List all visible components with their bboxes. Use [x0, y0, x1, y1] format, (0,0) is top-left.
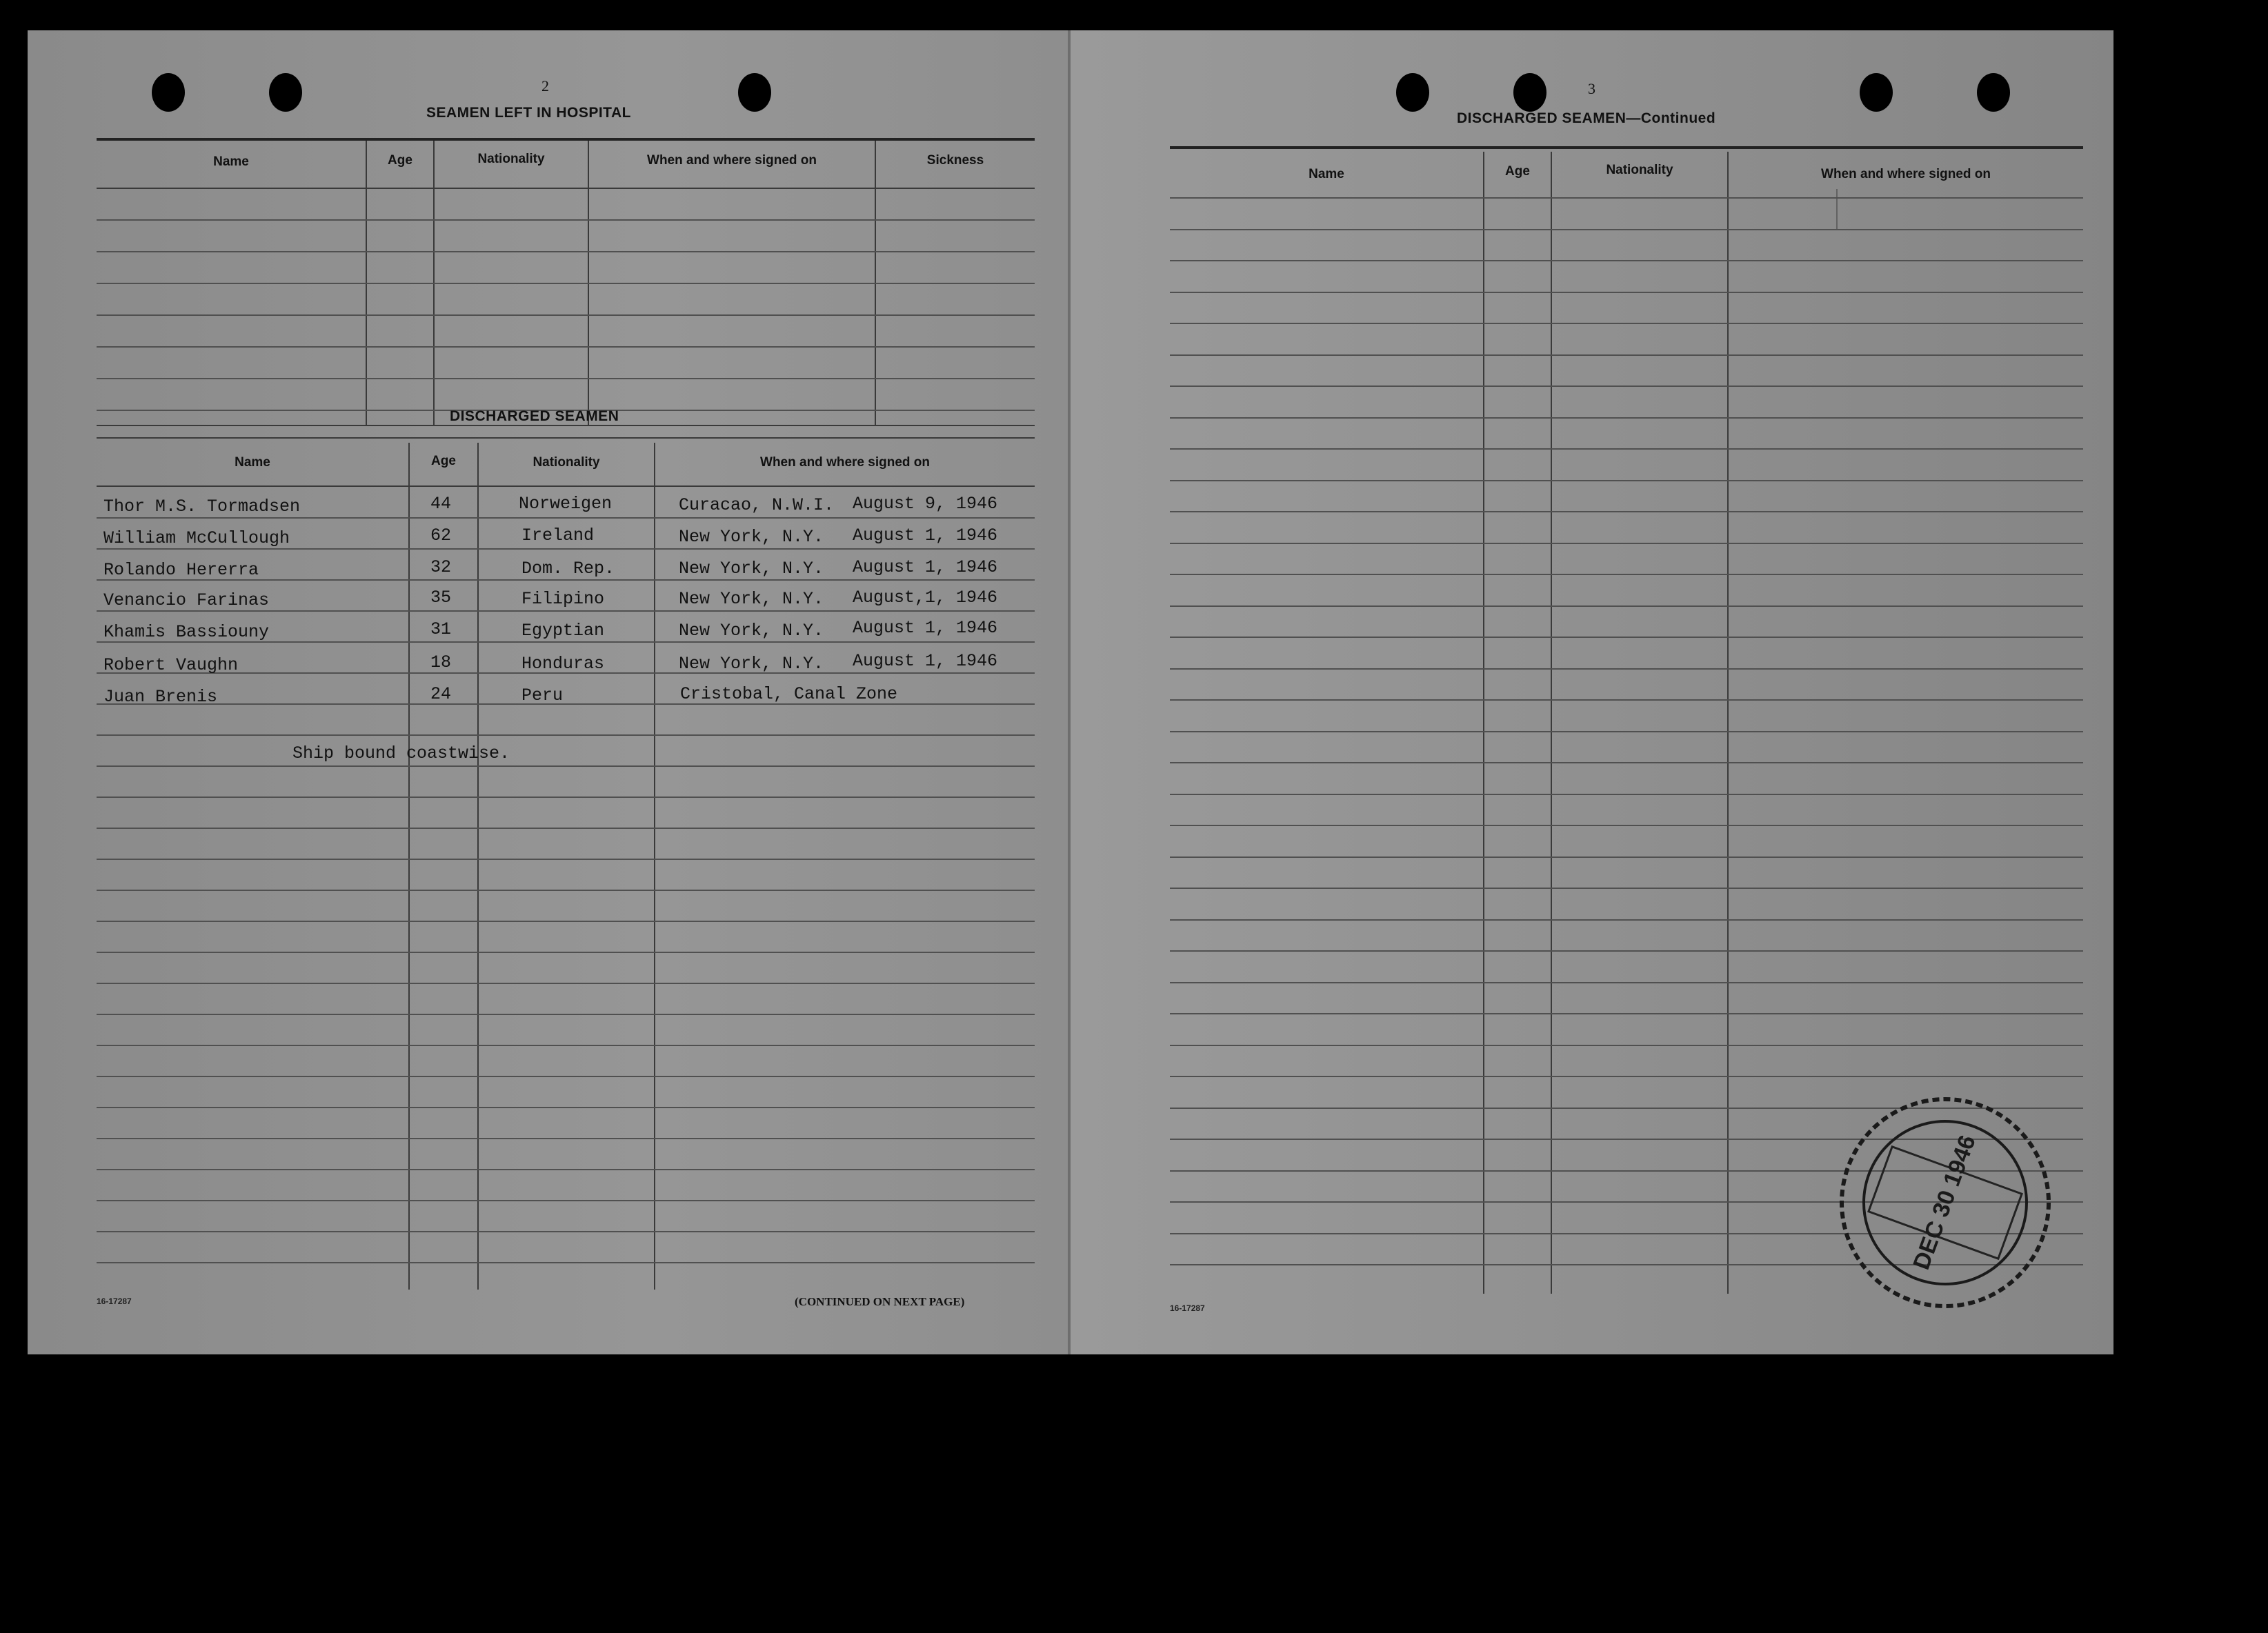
- col-header-name: Name: [235, 455, 270, 470]
- hospital-section-title: SEAMEN LEFT IN HOSPITAL: [426, 105, 631, 121]
- punch-hole: [152, 73, 185, 112]
- seaman-age: 32: [430, 557, 452, 577]
- seaman-name: Rolando Hererra: [103, 560, 259, 580]
- row-rule: [1170, 292, 2083, 293]
- signed-on-place: New York, N.Y.: [679, 559, 824, 579]
- col-header-name: Name: [213, 154, 249, 169]
- continued-note: (CONTINUED ON NEXT PAGE): [795, 1295, 965, 1308]
- signed-on-date: August 9, 1946: [853, 494, 998, 514]
- table-rule: [97, 485, 1035, 487]
- form-number: 16-17287: [1170, 1303, 1205, 1313]
- signed-on-date: August 1, 1946: [853, 557, 998, 577]
- row-rule: [1170, 197, 2083, 199]
- seaman-nationality: Dom. Rep.: [521, 559, 615, 579]
- seaman-nationality: Egyptian: [521, 621, 605, 641]
- seaman-age: 62: [430, 525, 452, 545]
- row-rule: [97, 765, 1035, 767]
- row-rule: [97, 1262, 1035, 1263]
- row-rule: [97, 734, 1035, 736]
- row-rule: [1170, 417, 2083, 419]
- signed-on-date: August,1, 1946: [853, 588, 998, 608]
- table-rule: [97, 188, 1035, 189]
- row-rule: [97, 1076, 1035, 1077]
- column-divider: [408, 443, 410, 1290]
- seaman-name: Juan Brenis: [103, 687, 218, 707]
- row-rule: [97, 1200, 1035, 1201]
- signed-on-place: Cristobal, Canal Zone: [680, 684, 898, 704]
- row-rule: [1170, 354, 2083, 356]
- row-rule: [1170, 385, 2083, 387]
- stamp-date: DEC 30 1946: [1908, 1132, 1981, 1274]
- row-rule: [1170, 950, 2083, 952]
- punch-hole: [1396, 73, 1429, 112]
- row-rule: [97, 797, 1035, 798]
- punch-hole: [1513, 73, 1546, 112]
- seaman-nationality: Norweigen: [519, 494, 613, 514]
- col-header-sickness: Sickness: [926, 153, 984, 168]
- row-rule: [1170, 511, 2083, 512]
- seaman-name: Thor M.S. Tormadsen: [103, 497, 301, 517]
- col-header-nationality: Nationality: [533, 455, 600, 470]
- row-rule: [1170, 731, 2083, 732]
- row-rule: [97, 890, 1035, 891]
- page-number: 2: [541, 77, 549, 94]
- punch-hole: [269, 73, 302, 112]
- seaman-nationality: Ireland: [521, 525, 595, 545]
- seaman-nationality: Peru: [521, 685, 564, 705]
- row-rule: [1170, 1013, 2083, 1014]
- row-rule: [97, 1231, 1035, 1232]
- row-rule: [97, 1045, 1035, 1046]
- punch-hole: [1977, 73, 2010, 112]
- row-rule: [1170, 1076, 2083, 1077]
- column-divider: [477, 443, 479, 1290]
- seaman-name: Robert Vaughn: [103, 655, 239, 675]
- signed-on-date: August 1, 1946: [853, 525, 998, 545]
- col-header-when-where: When and where signed on: [647, 153, 817, 168]
- seaman-name: William McCullough: [103, 528, 290, 548]
- signed-on-place: New York, N.Y.: [679, 621, 824, 641]
- col-header-nationality: Nationality: [1606, 163, 1673, 177]
- signed-on-date: August 1, 1946: [853, 618, 998, 638]
- page-number: 3: [1588, 80, 1595, 97]
- table-rule: [97, 346, 1035, 348]
- row-rule: [1170, 574, 2083, 575]
- row-rule: [1170, 919, 2083, 921]
- row-rule: [97, 921, 1035, 922]
- row-rule: [1170, 888, 2083, 889]
- table-top-rule: [97, 437, 1035, 439]
- row-rule: [1170, 699, 2083, 701]
- row-rule: [97, 1169, 1035, 1170]
- row-rule: [1170, 229, 2083, 230]
- row-rule: [1170, 825, 2083, 826]
- row-rule: [97, 1138, 1035, 1139]
- column-divider: [1836, 189, 1838, 230]
- punch-hole: [738, 73, 771, 112]
- row-rule: [97, 610, 1035, 612]
- col-header-when-where: When and where signed on: [760, 455, 930, 470]
- row-rule: [1170, 260, 2083, 261]
- column-divider: [654, 443, 655, 1290]
- col-header-name: Name: [1309, 167, 1344, 181]
- punch-hole: [1860, 73, 1893, 112]
- row-rule: [1170, 605, 2083, 607]
- row-rule: [97, 952, 1035, 953]
- row-rule: [1170, 448, 2083, 450]
- row-rule: [97, 828, 1035, 829]
- table-top-rule: [1170, 146, 2083, 149]
- seaman-name: Venancio Farinas: [103, 590, 270, 610]
- signed-on-place: New York, N.Y.: [679, 527, 824, 547]
- signed-on-date: August 1, 1946: [853, 651, 998, 671]
- row-rule: [1170, 323, 2083, 324]
- row-rule: [1170, 480, 2083, 481]
- left-page: [28, 30, 1069, 1354]
- discharged-section-title: DISCHARGED SEAMEN: [450, 408, 619, 424]
- row-rule: [97, 548, 1035, 550]
- table-bottom-rule: [97, 425, 1035, 426]
- col-header-nationality: Nationality: [477, 152, 545, 166]
- col-header-age: Age: [431, 454, 456, 468]
- col-header-age: Age: [388, 153, 412, 168]
- signed-on-place: Curacao, N.W.I.: [679, 495, 835, 515]
- row-rule: [97, 1014, 1035, 1015]
- col-header-when-where: When and where signed on: [1821, 167, 1991, 181]
- row-rule: [1170, 1045, 2083, 1046]
- continued-section-title: DISCHARGED SEAMEN—Continued: [1457, 110, 1716, 126]
- table-rule: [97, 219, 1035, 221]
- row-rule: [97, 983, 1035, 984]
- row-rule: [97, 859, 1035, 860]
- row-rule: [1170, 856, 2083, 858]
- row-rule: [1170, 762, 2083, 763]
- seaman-age: 44: [430, 494, 452, 514]
- row-rule: [1170, 794, 2083, 795]
- table-rule: [97, 378, 1035, 379]
- col-header-age: Age: [1505, 164, 1530, 179]
- seaman-name: Khamis Bassiouny: [103, 622, 270, 642]
- remark-note: Ship bound coastwise.: [292, 743, 510, 763]
- row-rule: [97, 1107, 1035, 1108]
- row-rule: [1170, 982, 2083, 983]
- seaman-age: 35: [430, 588, 452, 608]
- row-rule: [1170, 543, 2083, 544]
- seaman-age: 31: [430, 619, 452, 639]
- signed-on-place: New York, N.Y.: [679, 589, 824, 609]
- seaman-nationality: Filipino: [521, 589, 605, 609]
- table-top-rule: [97, 138, 1035, 141]
- table-rule: [97, 283, 1035, 284]
- date-stamp: [1828, 1085, 2062, 1320]
- seaman-age: 18: [430, 652, 452, 672]
- seaman-nationality: Honduras: [521, 654, 605, 674]
- row-rule: [97, 517, 1035, 519]
- table-rule: [97, 314, 1035, 316]
- document-sheet: [28, 30, 2113, 1354]
- seaman-age: 24: [430, 684, 452, 704]
- signed-on-place: New York, N.Y.: [679, 654, 824, 674]
- row-rule: [1170, 668, 2083, 670]
- table-rule: [97, 251, 1035, 252]
- form-number: 16-17287: [97, 1296, 132, 1306]
- row-rule: [1170, 637, 2083, 638]
